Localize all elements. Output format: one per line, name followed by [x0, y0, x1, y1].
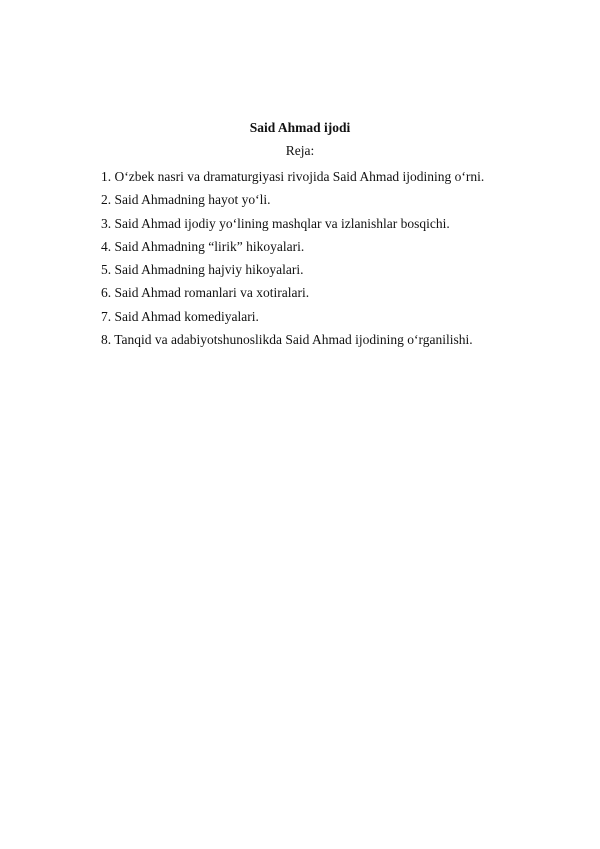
plan-item-8: 8. Tanqid va adabiyotshunoslikda Said Ahmad ijodining o‘rganilishi.: [101, 332, 473, 348]
plan-item-6: 6. Said Ahmad romanlari va xotiralari.: [101, 285, 310, 301]
plan-item-7: 7. Said Ahmad komediyalari.: [101, 308, 259, 324]
plan-item-5: 5. Said Ahmadning hajviy hikoyalari.: [101, 262, 304, 278]
plan-heading: Reja:: [285, 143, 315, 158]
plan-item-3: 3. Said Ahmad ijodiy yo‘lining mashqlar va izlanishlar bosqichi.: [101, 215, 450, 231]
plan-list: [101, 165, 484, 351]
document-title: Said Ahmad ijodi: [249, 120, 351, 135]
plan-item-2: 2. Said Ahmadning hayot yo‘li.: [101, 192, 271, 208]
plan-item-4: 4. Said Ahmadning “lirik” hikoyalari.: [101, 238, 305, 254]
plan-item-1: 1. O‘zbek nasri va dramaturgiyasi rivojida Said Ahmad ijodining o‘rni.: [101, 169, 485, 184]
